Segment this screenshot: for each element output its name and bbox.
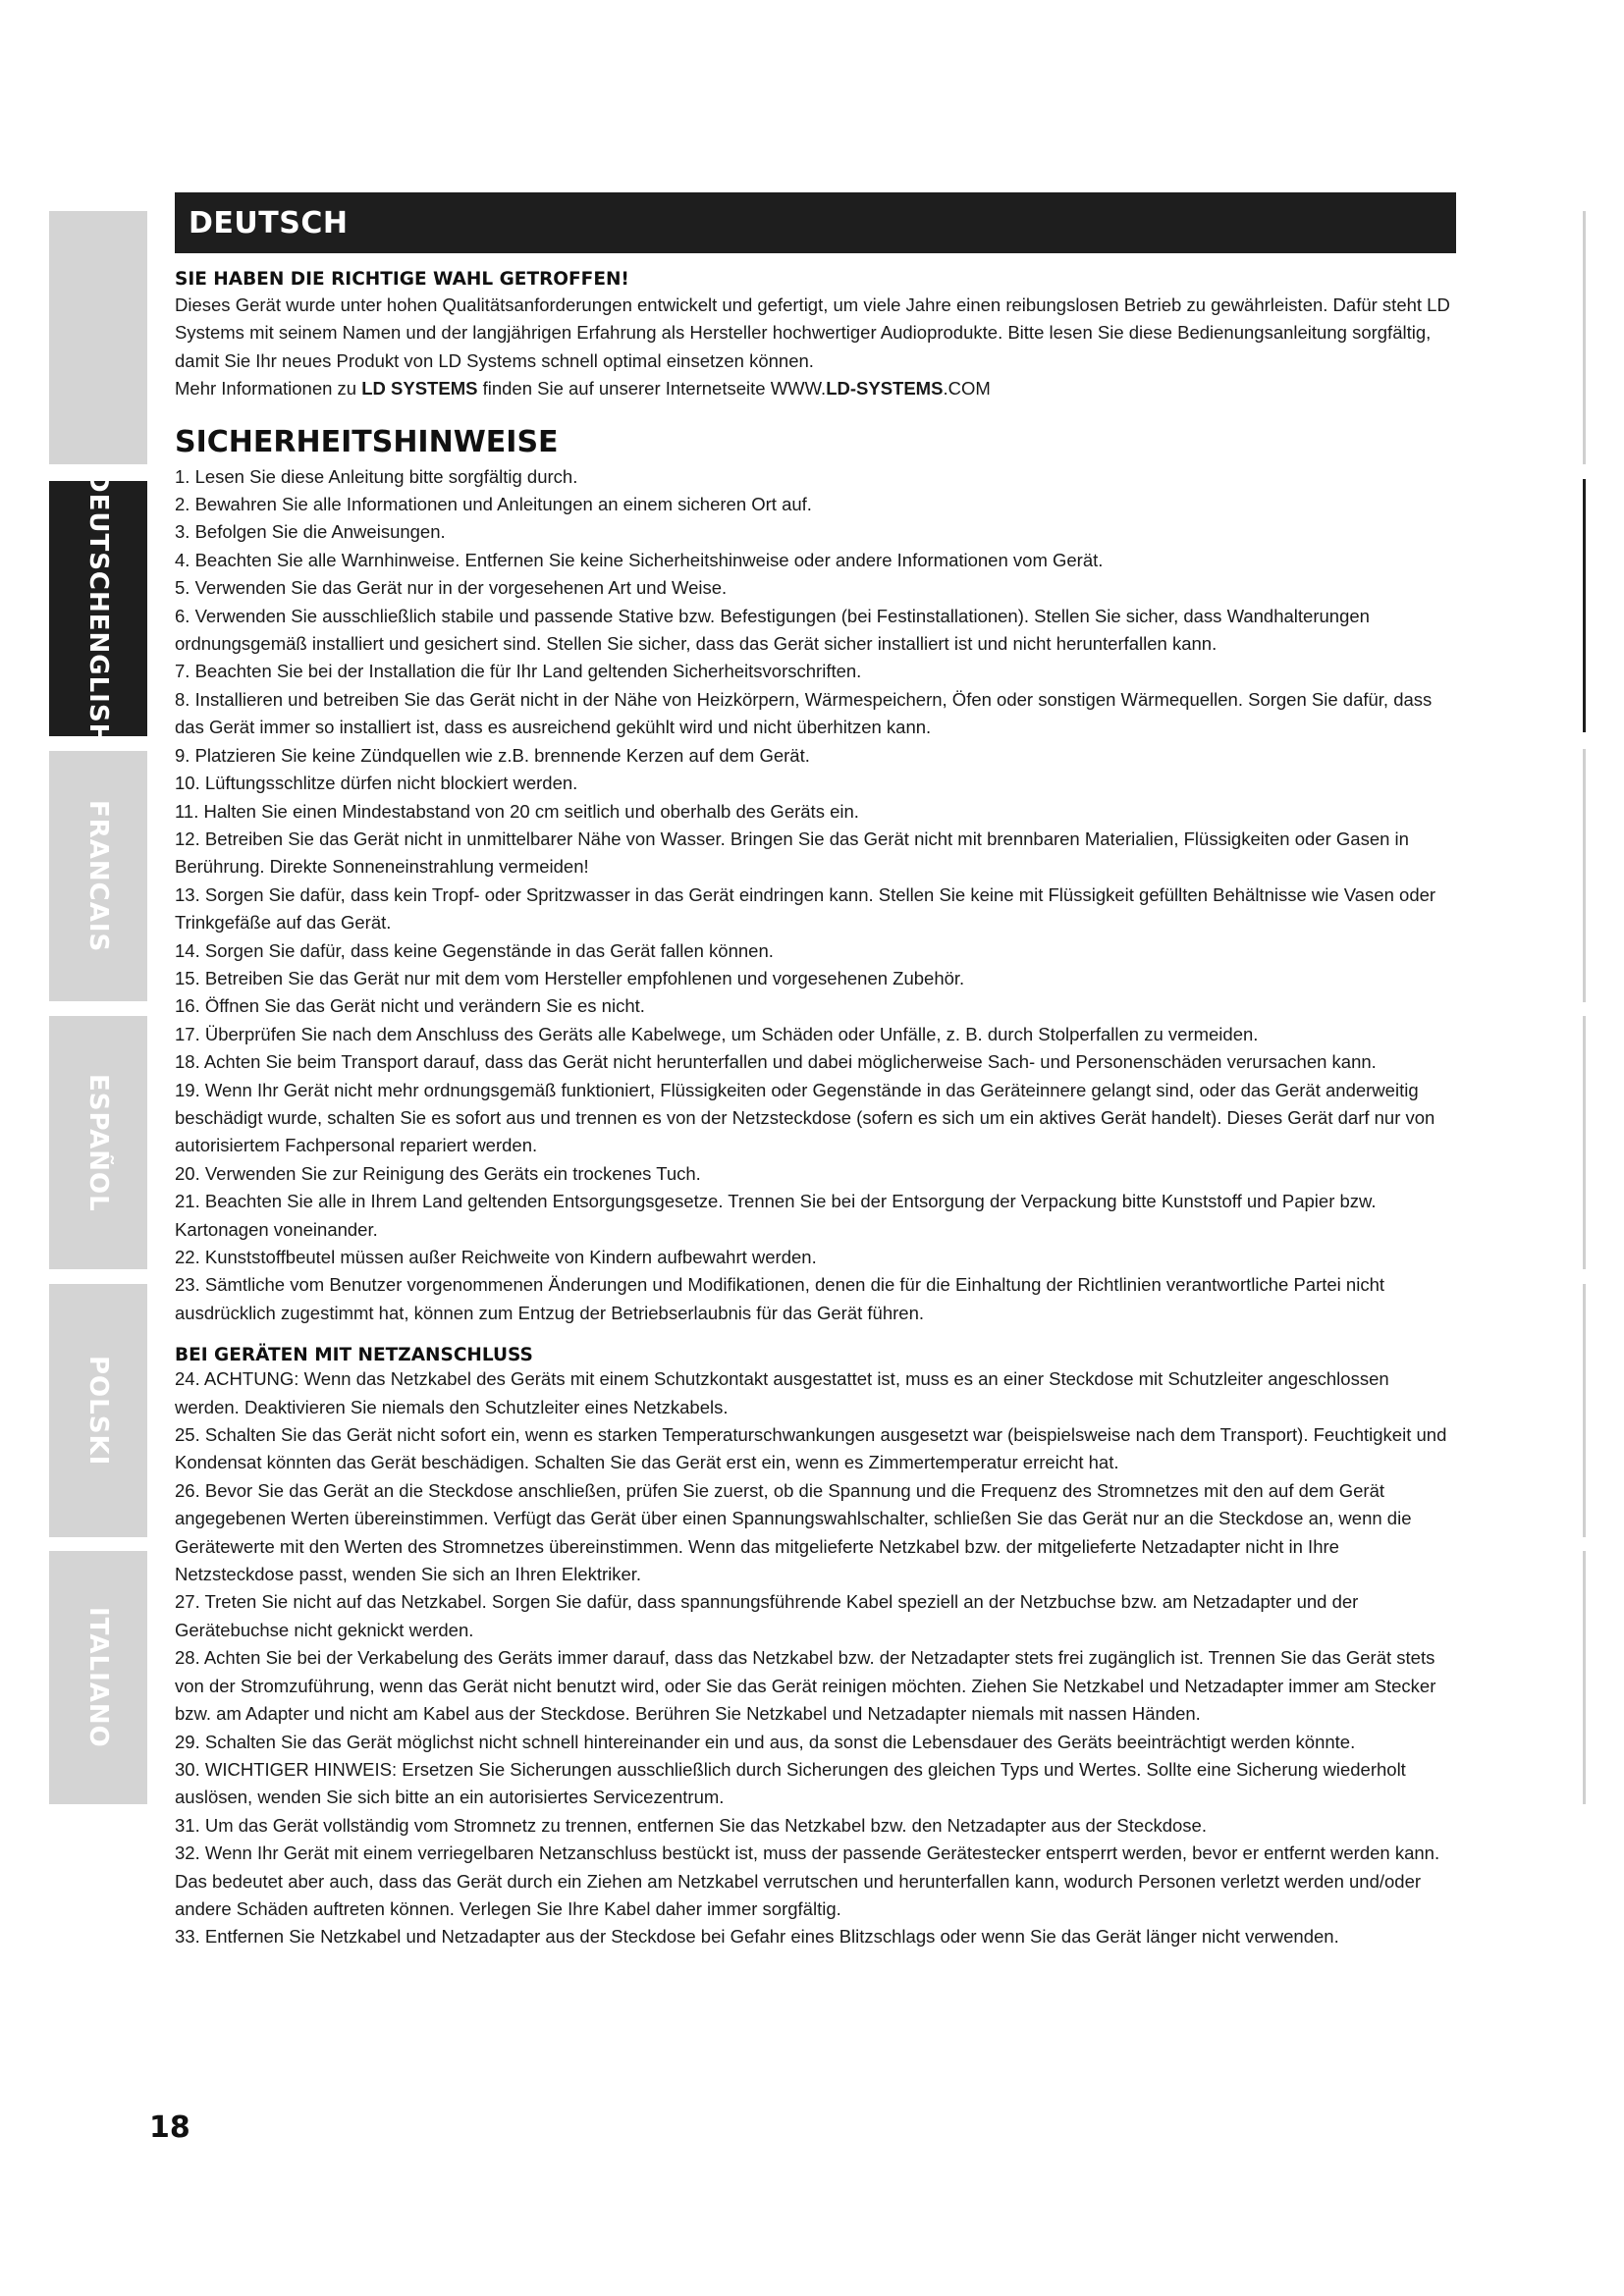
list-item: 11. Halten Sie einen Mindestabstand von 20 cm seitlich und oberhalb des Geräts ein.	[175, 800, 859, 822]
list-item: 15. Betreiben Sie das Gerät nur mit dem vom Hersteller empfohlenen und vorgesehenen Zubehör.	[175, 967, 965, 988]
list-item: 4. Beachten Sie alle Warnhinweise. Entfernen Sie keine Sicherheitshinweise oder andere Informationen vom Gerät.	[175, 549, 1104, 570]
right-edge-bar	[1583, 211, 1586, 464]
list-item: 29. Schalten Sie das Gerät möglichst nicht schnell hintereinander ein und aus, da sonst die Lebensdauer des Geräts beeinträchtigt werden könnte.	[175, 1731, 1356, 1752]
list-item: 31. Um das Gerät vollständig vom Stromnetz zu trennen, entfernen Sie das Netzkabel bzw. den Netzadapter aus der Steckdose.	[175, 1814, 1207, 1836]
list-item: 33. Entfernen Sie Netzkabel und Netzadapter aus der Steckdose bei Gefahr eines Blitzschlags oder wenn Sie das Gerät länger nicht verwenden.	[175, 1926, 1339, 1948]
list-item: 21. Beachten Sie alle in Ihrem Land geltenden Entsorgungsgesetze. Trennen Sie bei der Entsorgung der Verpackung bitte Kunststoff und Papier bzw. Kartonagen voneinander.	[175, 1191, 1377, 1240]
list-item: 10. Lüftungsschlitze dürfen nicht blockiert werden.	[175, 773, 578, 794]
language-tab-deutsch-english[interactable]	[49, 471, 147, 746]
list-item: 22. Kunststoffbeutel müssen außer Reichweite von Kindern aufbewahrt werden.	[175, 1247, 817, 1267]
language-tab-italiano[interactable]	[49, 1551, 147, 1804]
list-item: 27. Treten Sie nicht auf das Netzkabel. Sorgen Sie dafür, dass spannungsführende Kabel speziell an der Netzbuchse bzw. am Netzadapter und der Gerätebuchse nicht geknickt werden.	[175, 1591, 1359, 1640]
list-item: 13. Sorgen Sie dafür, dass kein Tropf- oder Spritzwasser in das Gerät eindringen kann. Stellen Sie keine mit Flüssigkeit gefüllten Behältnisse wie Vasen oder Trinkgefäße auf das Gerät.	[175, 883, 1436, 934]
list-item: 6. Verwenden Sie ausschließlich stabile und passende Stative bzw. Befestigungen (bei Festinstallationen). Stellen Sie sicher, dass Wandhalterungen ordnungsgemäß installiert und gesichert sind. Stellen Sie sicher, dass das Gerät sicher installiert ist und nicht herunterfallen kann.	[175, 605, 1370, 655]
list-item: 2. Bewahren Sie alle Informationen und Anleitungen an einem sicheren Ort auf.	[175, 494, 812, 515]
safety-title: SICHERHEITSHINWEISE	[175, 424, 559, 459]
section-header-title: DEUTSCH	[189, 205, 349, 240]
list-item: 16. Öffnen Sie das Gerät nicht und verändern Sie es nicht.	[175, 995, 645, 1017]
language-tab-francais[interactable]	[49, 751, 147, 1001]
mains-heading: BEI GERÄTEN MIT NETZANSCHLUSS	[175, 1345, 533, 1366]
list-item: 5. Verwenden Sie das Gerät nur in der vorgesehenen Art und Weise.	[175, 577, 728, 599]
list-item: 18. Achten Sie beim Transport darauf, dass das Gerät nicht herunterfallen und dabei möglicherweise Sach- und Personenschäden verursachen kann.	[175, 1051, 1377, 1073]
section-header-bar	[175, 192, 1456, 253]
list-item: 12. Betreiben Sie das Gerät nicht in unmittelbarer Nähe von Wasser. Bringen Sie das Gerät nicht mit brennbaren Materialien, Flüssigkeiten oder Gasen in Berührung. Direkte Sonneneinstrahlung vermeiden!	[175, 828, 1409, 878]
right-edge-bar	[1583, 1016, 1586, 1269]
list-item: 30. WICHTIGER HINWEIS: Ersetzen Sie Sicherungen ausschließlich durch Sicherungen des gleichen Typs und Wertes. Sollte eine Sicherung wiederholt auslösen, wenden Sie sich bitte an ein autorisiertes Servicezentrum.	[175, 1758, 1406, 1808]
language-tab-label: DEUTSCHENGLISH	[83, 471, 113, 746]
language-tab-label: ESPAÑOL	[83, 1073, 113, 1212]
list-item: 1. Lesen Sie diese Anleitung bitte sorgfältig durch.	[175, 465, 578, 487]
list-item: 25. Schalten Sie das Gerät nicht sofort ein, wenn es starken Temperaturschwankungen ausgesetzt war (beispielsweise nach dem Transport). Feuchtigkeit und Kondensat könnten das Gerät beschädigen. Schalten Sie das Gerät erst ein, wenn es Zimmertemperatur erreicht hat.	[175, 1424, 1447, 1473]
language-tab-espanol[interactable]	[49, 1016, 147, 1269]
language-tab-label: ITALIANO	[83, 1607, 113, 1748]
more-info-mid: finden Sie auf unserer Internetseite WWW.	[477, 378, 827, 400]
list-item: 20. Verwenden Sie zur Reinigung des Geräts ein trockenes Tuch.	[175, 1162, 701, 1184]
right-edge-bar	[1583, 749, 1586, 1002]
language-tab-label: POLSKI	[83, 1355, 113, 1467]
list-item: 7. Beachten Sie bei der Installation die für Ihr Land geltenden Sicherheitsvorschriften.	[175, 661, 862, 682]
list-item: 3. Befolgen Sie die Anweisungen.	[175, 521, 446, 543]
brand-name: LD SYSTEMS	[361, 378, 478, 400]
list-item: 14. Sorgen Sie dafür, dass keine Gegenstände in das Gerät fallen können.	[175, 939, 774, 961]
mains-list	[175, 1365, 1456, 1951]
list-item: 19. Wenn Ihr Gerät nicht mehr ordnungsgemäß funktioniert, Flüssigkeiten oder Gegenstände in das Geräteinnere gelangt sind, oder das Gerät anderweitig beschädigt wurde, schalten Sie es sofort aus und trennen es von der Netzsteckdose (sofern es sich um ein aktives Gerät handelt). Dieses Gerät darf nur von autorisiertem Fachpersonal repariert werden.	[175, 1079, 1435, 1156]
more-info-line	[175, 375, 1456, 402]
list-item: 32. Wenn Ihr Gerät mit einem verriegelbaren Netzanschluss bestückt ist, muss der passende Gerätestecker entsperrt werden, bevor er entfernt werden kann. Das bedeutet aber auch, dass das Gerät durch ein Ziehen am Netzkabel verrutschen und herunterfallen kann, wodurch Personen verletzt werden und/oder andere Schäden auftreten können. Verlegen Sie Ihre Kabel daher immer sorgfältig.	[175, 1842, 1440, 1919]
right-edge-bar-active	[1583, 479, 1586, 732]
page-number: 18	[149, 2110, 190, 2145]
list-item: 23. Sämtliche vom Benutzer vorgenommenen Änderungen und Modifikationen, denen die für die Einhaltung der Richtlinien verantwortliche Partei nicht ausdrücklich zugestimmt hat, können zum Entzug der Betriebserlaubnis für das Gerät führen.	[175, 1274, 1385, 1323]
main-content	[175, 192, 1456, 1951]
intro-heading: SIE HABEN DIE RICHTIGE WAHL GETROFFEN!	[175, 269, 629, 290]
more-info-prefix: Mehr Informationen zu	[175, 378, 362, 400]
language-tab-deutsch-inactive[interactable]	[49, 211, 147, 464]
list-item: 28. Achten Sie bei der Verkabelung des Geräts immer darauf, dass das Netzkabel bzw. der Netzadapter stets frei zugänglich ist. Trennen Sie das Gerät stets von der Stromzuführung, wenn das Gerät nicht benutzt wird, oder Sie das Gerät reinigen möchten. Ziehen Sie Netzkabel und Netzadapter immer am Stecker bzw. am Adapter und nicht am Kabel aus der Steckdose. Berühren Sie Netzkabel und Netzadapter niemals mit nassen Händen.	[175, 1647, 1436, 1725]
website-link-suffix[interactable]: .COM	[943, 378, 991, 400]
list-item: 8. Installieren und betreiben Sie das Gerät nicht in der Nähe von Heizkörpern, Wärmespeichern, Öfen oder sonstigen Wärmequellen. Sorgen Sie dafür, dass das Gerät immer so installiert ist, dass es ausreichend gekühlt wird und nicht überhitzen kann.	[175, 688, 1433, 738]
language-tab-polski[interactable]	[49, 1284, 147, 1537]
list-item: 9. Platzieren Sie keine Zündquellen wie z.B. brennende Kerzen auf dem Gerät.	[175, 744, 810, 766]
right-edge-bar	[1583, 1284, 1586, 1537]
list-item: 26. Bevor Sie das Gerät an die Steckdose anschließen, prüfen Sie zuerst, ob die Spannung und die Frequenz des Stromnetzes mit den auf dem Gerät angegebenen Werten übereinstimmen. Verfügt das Gerät über einen Spannungswahlschalter, schließen Sie das Gerät nur an die Steckdose an, wenn die Gerätewerte mit den Werten des Stromnetzes übereinstimmen. Wenn das mitgelieferte Netzkabel bzw. der mitgelieferte Netzadapter nicht in Ihre Netzsteckdose passt, wenden Sie sich an Ihren Elektriker.	[175, 1479, 1412, 1585]
language-tab-label: FRANCAIS	[83, 799, 113, 953]
safety-list	[175, 463, 1456, 1328]
list-item: 17. Überprüfen Sie nach dem Anschluss des Geräts alle Kabelwege, um Schäden oder Unfälle, z. B. durch Stolperfallen zu vermeiden.	[175, 1023, 1259, 1044]
right-edge-bar	[1583, 1551, 1586, 1804]
list-item: 24. ACHTUNG: Wenn das Netzkabel des Geräts mit einem Schutzkontakt ausgestattet ist, muss es an einer Steckdose mit Schutzleiter angeschlossen werden. Deaktivieren Sie niemals den Schutzleiter eines Netzkabels.	[175, 1368, 1389, 1417]
intro-text: Dieses Gerät wurde unter hohen Qualitätsanforderungen entwickelt und gefertigt, um viele Jahre einen reibungslosen Betrieb zu gewährleisten. Dafür steht LD Systems mit seinem Namen und der langjährigen Erfahrung als Hersteller hochwertiger Audioprodukte. Bitte lesen Sie diese Bedienungsanleitung sorgfältig, damit Sie Ihr neues Produkt von LD Systems schnell optimal einsetzen können.	[175, 294, 1450, 371]
website-link-bold[interactable]: LD-SYSTEMS	[826, 378, 944, 400]
